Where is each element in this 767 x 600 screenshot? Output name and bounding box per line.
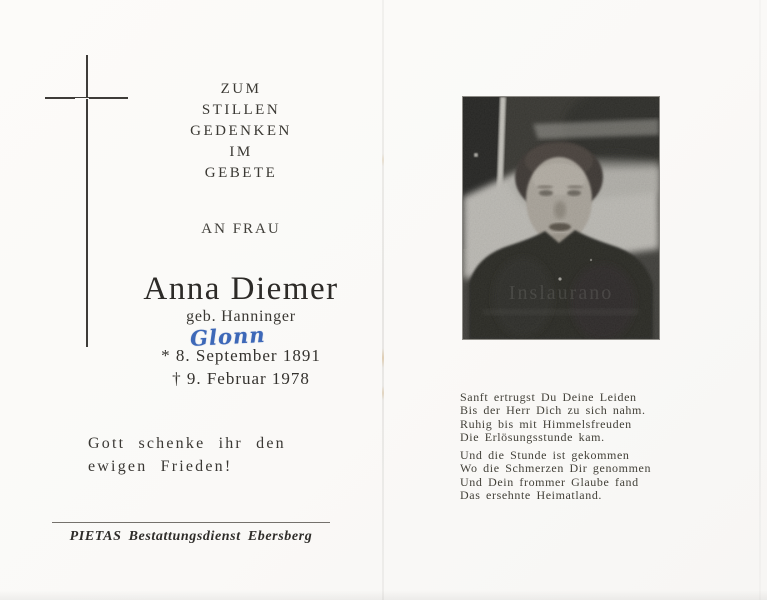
death-date: † 9. Februar 1978	[172, 369, 310, 388]
funeral-home-imprint: PIETAS Bestattungsdienst Ebersberg	[69, 529, 313, 544]
birth-date: * 8. September 1891	[161, 346, 321, 365]
handwritten-place-note: Glonn	[189, 321, 267, 351]
heading-line: GEBETE	[204, 165, 278, 181]
blessing-line: Gott schenke ihr den	[88, 435, 286, 452]
portrait-photo	[462, 96, 660, 340]
poem-line: Sanft ertrugst Du Deine Leiden	[460, 390, 637, 404]
blessing-text	[88, 432, 286, 478]
poem-line: Und die Stunde ist gekommen	[460, 448, 630, 463]
heading-line: ZUM	[220, 81, 262, 97]
poem-line: Die Erlösungsstunde kam.	[460, 429, 605, 444]
heading-line: GEDENKEN	[190, 123, 292, 139]
poem-line: Das ersehnte Heimatland.	[460, 488, 603, 503]
deceased-name: Anna Diemer	[143, 271, 339, 307]
heading-line: IM	[229, 144, 253, 160]
salutation: AN FRAU	[201, 221, 281, 237]
portrait-photo-image	[463, 97, 659, 339]
poem-stanza	[460, 391, 651, 444]
photo-watermark: Inslaurano	[508, 282, 614, 304]
blessing-line: ewigen Frieden!	[88, 458, 233, 475]
memorial-poem	[460, 391, 651, 502]
memorial-heading	[153, 79, 329, 184]
heading-line: STILLEN	[201, 102, 281, 118]
footer-divider	[52, 522, 330, 523]
scan-edge-right	[759, 0, 761, 600]
card-fold-line	[382, 0, 384, 600]
poem-stanza	[460, 449, 651, 502]
poem-line: Und Dein frommer Glaube fand	[460, 474, 639, 489]
cross-icon	[45, 97, 128, 99]
poem-line: Bis der Herr Dich zu sich nahm.	[460, 403, 646, 418]
poem-line: Ruhig bis mit Himmelsfreuden	[460, 416, 632, 431]
maiden-name: geb. Hanninger	[186, 308, 296, 325]
poem-line: Wo die Schmerzen Dir genommen	[460, 461, 652, 476]
